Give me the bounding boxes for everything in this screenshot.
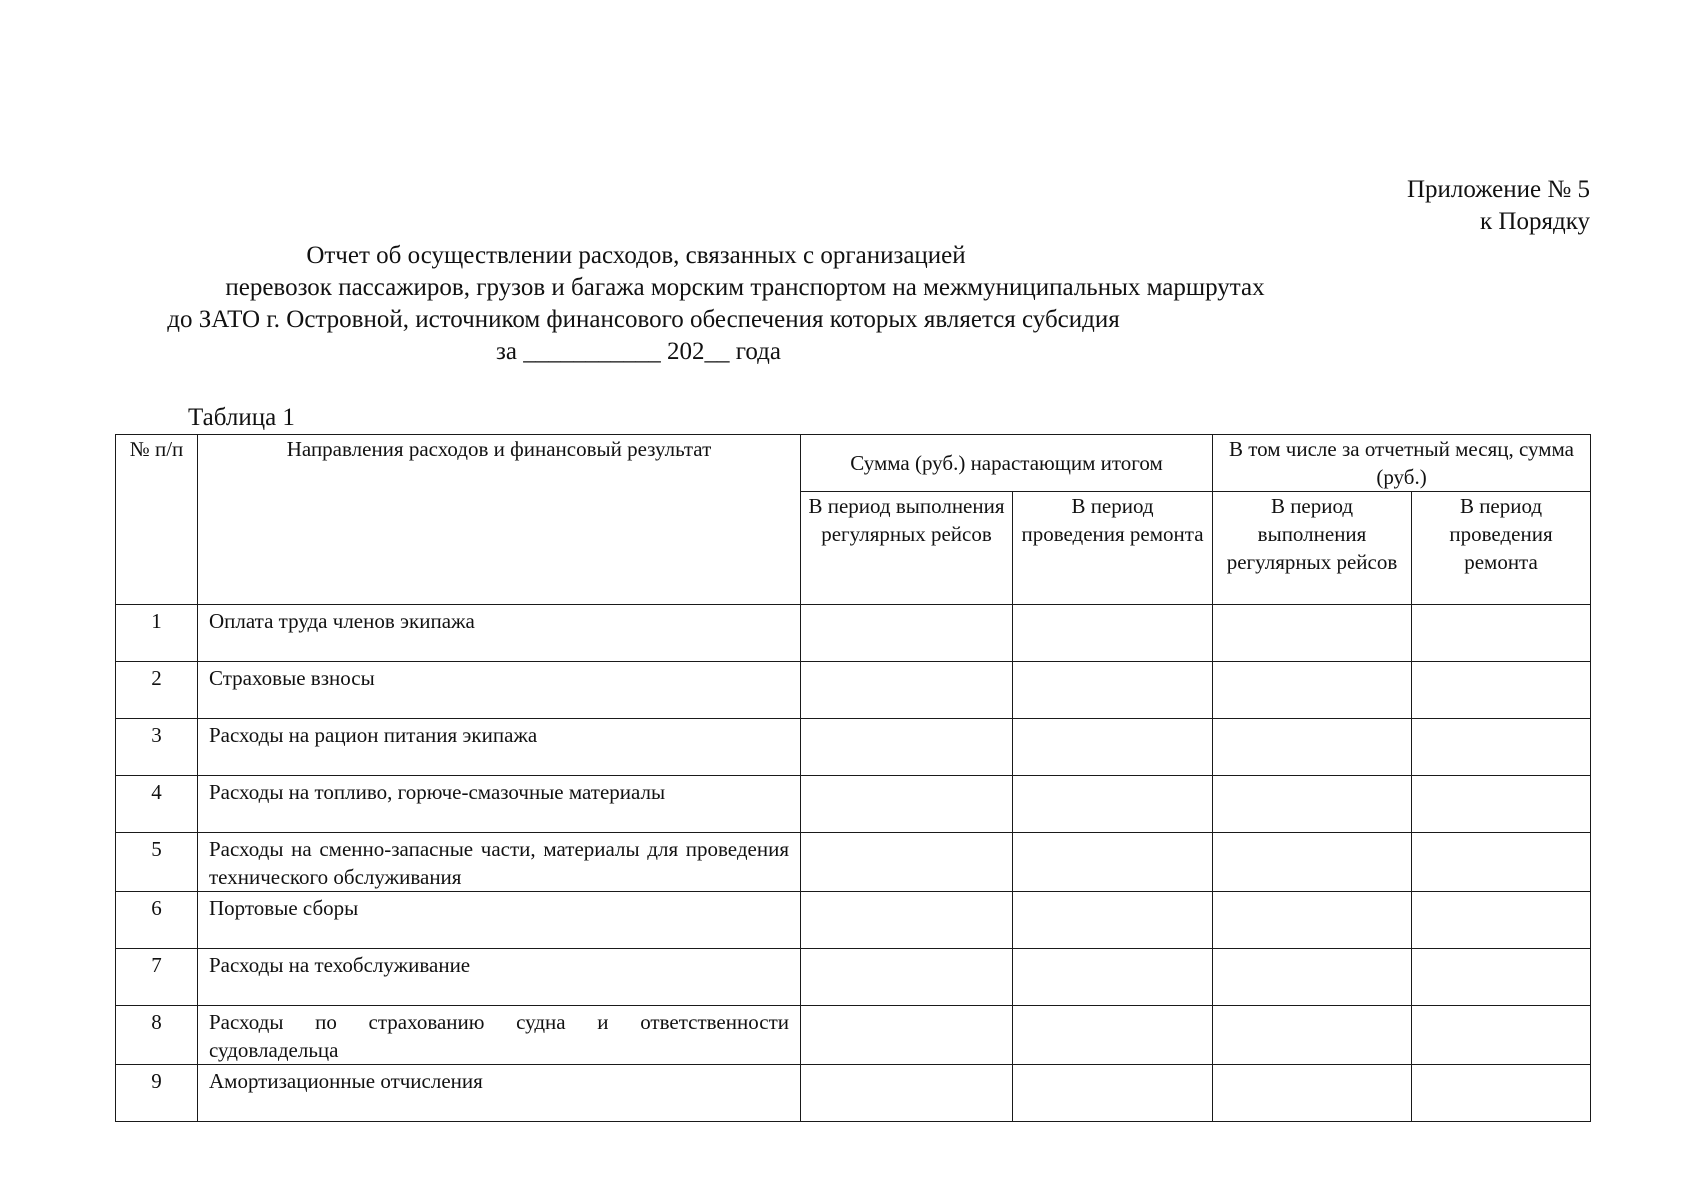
report-title-line-1: Отчет об осуществлении расходов, связанных с организацией [306, 242, 966, 269]
row-expense-name: Расходы на сменно-запасные части, материалы для проведения технического обслуживания [198, 833, 801, 892]
cell-monthly-regular[interactable] [1213, 1065, 1412, 1122]
cell-cumulative-regular[interactable] [801, 1006, 1013, 1065]
row-expense-name: Портовые сборы [198, 892, 801, 949]
table-caption: Таблица 1 [188, 404, 295, 431]
cell-cumulative-regular[interactable] [801, 949, 1013, 1006]
cell-cumulative-repair[interactable] [1013, 662, 1213, 719]
cell-monthly-repair[interactable] [1412, 605, 1591, 662]
cell-monthly-regular[interactable] [1213, 776, 1412, 833]
cell-cumulative-regular[interactable] [801, 662, 1013, 719]
row-expense-name: Расходы на рацион питания экипажа [198, 719, 801, 776]
cell-cumulative-regular[interactable] [801, 719, 1013, 776]
cell-monthly-regular[interactable] [1213, 892, 1412, 949]
header-monthly: В том числе за отчетный месяц, сумма (руб.) [1213, 435, 1591, 492]
cell-cumulative-repair[interactable] [1013, 719, 1213, 776]
cell-cumulative-repair[interactable] [1013, 776, 1213, 833]
table-row [116, 1065, 1591, 1122]
table-row [116, 605, 1591, 662]
cell-monthly-repair[interactable] [1412, 1006, 1591, 1065]
row-expense-name: Расходы по страхованию судна и ответственности судовладельца [198, 1006, 801, 1065]
expense-table [115, 434, 1591, 1122]
row-number: 7 [116, 949, 198, 1006]
cell-monthly-regular[interactable] [1213, 605, 1412, 662]
cell-cumulative-regular[interactable] [801, 833, 1013, 892]
cell-cumulative-regular[interactable] [801, 892, 1013, 949]
cell-cumulative-regular[interactable] [801, 1065, 1013, 1122]
cell-monthly-repair[interactable] [1412, 776, 1591, 833]
header-cumulative-repair: В период проведения ремонта [1013, 492, 1213, 605]
row-number: 2 [116, 662, 198, 719]
cell-cumulative-regular[interactable] [801, 605, 1013, 662]
cell-monthly-regular[interactable] [1213, 662, 1412, 719]
cell-cumulative-repair[interactable] [1013, 892, 1213, 949]
row-number: 6 [116, 892, 198, 949]
header-cumulative-regular-flights: В период выполнения регулярных рейсов [801, 492, 1013, 605]
row-expense-name: Амортизационные отчисления [198, 1065, 801, 1122]
header-direction: Направления расходов и финансовый результат [198, 435, 801, 605]
cell-monthly-repair[interactable] [1412, 892, 1591, 949]
row-number: 1 [116, 605, 198, 662]
cell-monthly-regular[interactable] [1213, 719, 1412, 776]
row-expense-name: Расходы на техобслуживание [198, 949, 801, 1006]
cell-monthly-regular[interactable] [1213, 1006, 1412, 1065]
appendix-subtitle: к Порядку [1480, 208, 1590, 235]
cell-monthly-repair[interactable] [1412, 949, 1591, 1006]
row-number: 3 [116, 719, 198, 776]
cell-monthly-repair[interactable] [1412, 719, 1591, 776]
row-number: 9 [116, 1065, 198, 1122]
table-body [116, 605, 1591, 1122]
row-expense-name: Страховые взносы [198, 662, 801, 719]
table-row [116, 949, 1591, 1006]
header-monthly-repair: В период проведения ремонта [1412, 492, 1591, 605]
cell-monthly-regular[interactable] [1213, 833, 1412, 892]
table-row [116, 833, 1591, 892]
table-row [116, 719, 1591, 776]
cell-cumulative-repair[interactable] [1013, 949, 1213, 1006]
cell-monthly-repair[interactable] [1412, 833, 1591, 892]
report-title-line-2: перевозок пассажиров, грузов и багажа морским транспортом на межмуниципальных маршрутах [225, 274, 1265, 301]
table-row [116, 892, 1591, 949]
row-expense-name: Расходы на топливо, горюче-смазочные материалы [198, 776, 801, 833]
report-period-line: за ___________ 202__ года [496, 338, 781, 365]
cell-cumulative-repair[interactable] [1013, 1006, 1213, 1065]
cell-cumulative-regular[interactable] [801, 776, 1013, 833]
cell-cumulative-repair[interactable] [1013, 833, 1213, 892]
appendix-title: Приложение № 5 [1406, 176, 1590, 203]
row-number: 5 [116, 833, 198, 892]
row-number: 4 [116, 776, 198, 833]
table-header [116, 435, 1591, 605]
header-cumulative: Сумма (руб.) нарастающим итогом [801, 435, 1213, 492]
row-expense-name: Оплата труда членов экипажа [198, 605, 801, 662]
table-row [116, 776, 1591, 833]
cell-monthly-repair[interactable] [1412, 662, 1591, 719]
row-number: 8 [116, 1006, 198, 1065]
cell-cumulative-repair[interactable] [1013, 605, 1213, 662]
header-number: № п/п [116, 435, 198, 605]
report-title-line-3: до ЗАТО г. Островной, источником финансового обеспечения которых является субсидия [167, 306, 1120, 333]
cell-monthly-repair[interactable] [1412, 1065, 1591, 1122]
cell-monthly-regular[interactable] [1213, 949, 1412, 1006]
cell-cumulative-repair[interactable] [1013, 1065, 1213, 1122]
header-monthly-regular-flights: В период выполнения регулярных рейсов [1213, 492, 1412, 605]
table-row [116, 1006, 1591, 1065]
table-row [116, 662, 1591, 719]
